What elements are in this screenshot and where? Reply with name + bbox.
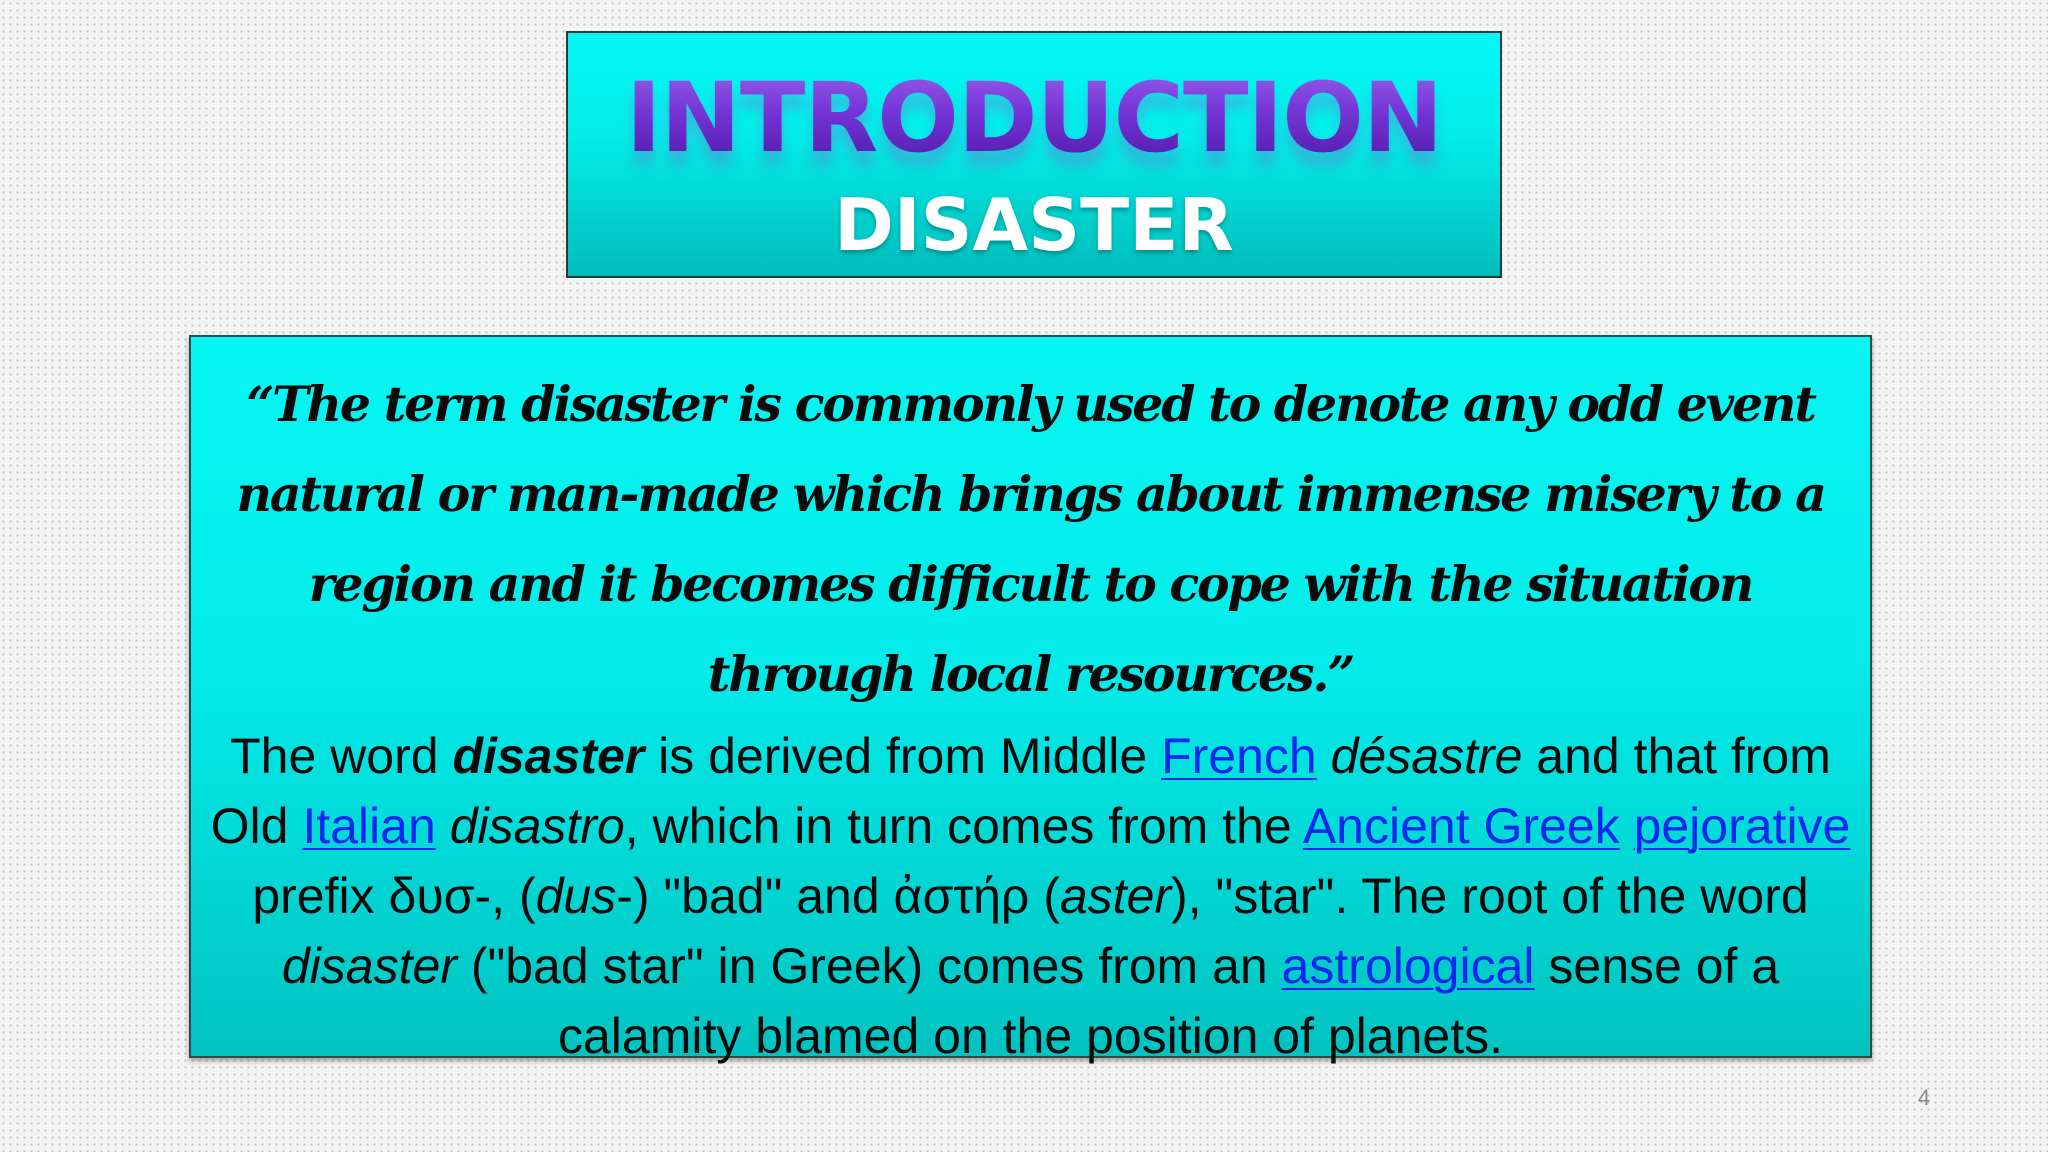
etymology-text: prefix δυσ-, ( [252, 868, 536, 924]
etymology-text: ("bad star" in Greek) comes from an [456, 938, 1282, 994]
definition-quote: “The term disaster is commonly used to denote any odd event natural or man-made which brings about immense misery to a region and it becomes difficult to cope with the situation through local resources.” [236, 375, 1825, 703]
etymology-text: sense of a calamity blamed on the position of planets. [558, 938, 1780, 1064]
etymology-text: and that from Old [210, 728, 1831, 854]
title-box [566, 31, 1502, 278]
content-box [189, 335, 1872, 1064]
term-dus: dus [535, 868, 617, 924]
link-ancient-greek[interactable]: Ancient Greek [1302, 798, 1620, 854]
etymology-text [1620, 798, 1634, 854]
etymology-text [436, 798, 450, 854]
link-astrological[interactable]: astrological [1281, 938, 1535, 994]
term-desastre: désastre [1330, 728, 1523, 784]
etymology-text [1317, 728, 1331, 784]
etymology-text: -) "bad" and ἀστήρ ( [616, 868, 1060, 924]
slide-number: 4 [1917, 1085, 1931, 1110]
term-aster: aster [1059, 868, 1172, 924]
etymology-text: is derived from Middle [644, 728, 1162, 784]
etymology-text: The word [230, 728, 453, 784]
link-french[interactable]: French [1161, 728, 1317, 784]
etymology-paragraph [195, 721, 1866, 1071]
etymology-text: ), "star". The root of the word [1171, 868, 1809, 924]
link-pejorative[interactable]: pejorative [1633, 798, 1851, 854]
slide-title: INTRODUCTION [568, 63, 1500, 173]
term-disaster-italic: disaster [281, 938, 457, 994]
term-disastro: disastro [449, 798, 625, 854]
term-disaster: disaster [452, 728, 645, 784]
etymology-text: , which in turn comes from the [624, 798, 1303, 854]
slide-subtitle: DISASTER [834, 183, 1234, 267]
link-italian[interactable]: Italian [302, 798, 436, 854]
